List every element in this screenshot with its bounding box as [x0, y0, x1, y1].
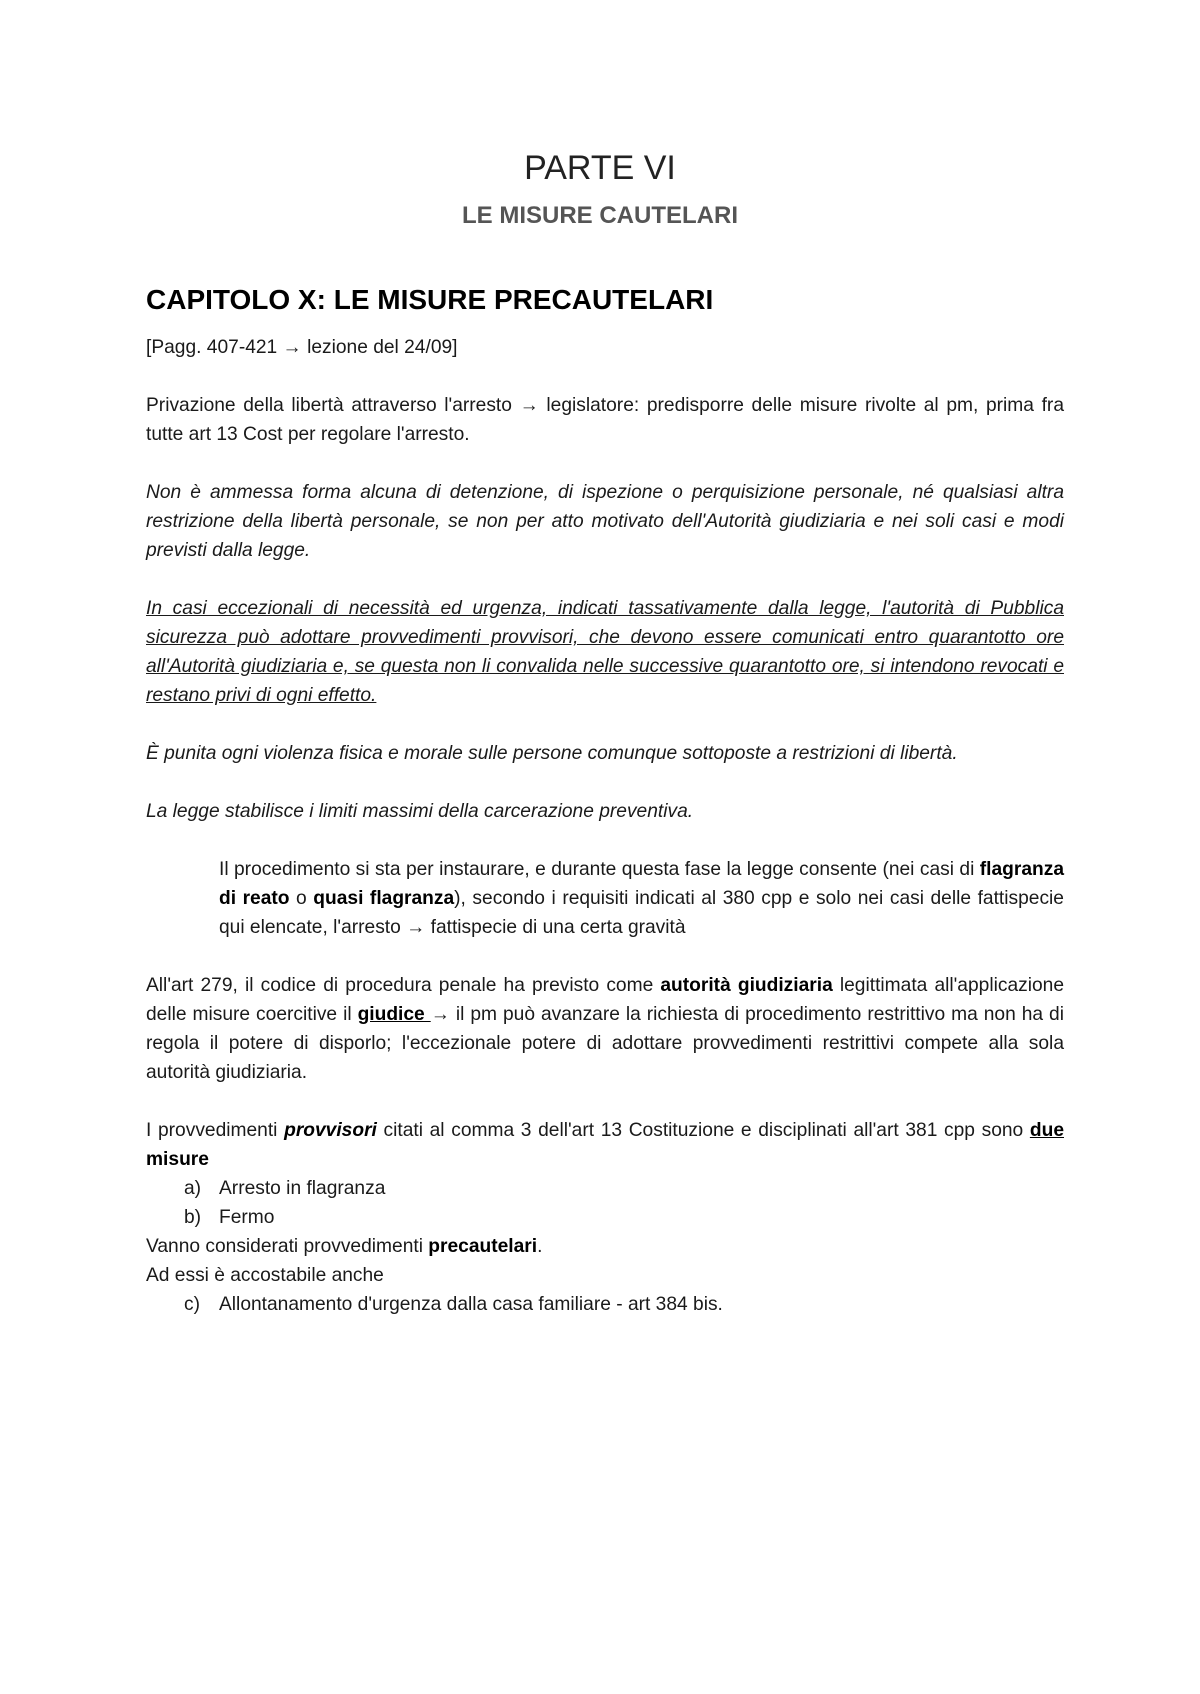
- document-body: [146, 333, 1064, 1319]
- text-span: .: [537, 1236, 543, 1257]
- bold-term: misure: [146, 1149, 209, 1170]
- list-marker: b): [184, 1207, 202, 1228]
- provvedimenti-paragraph: [146, 1116, 1064, 1174]
- page-reference: [Pagg. 407-421 → lezione del 24/09]: [146, 337, 458, 358]
- text-span: o: [289, 888, 314, 909]
- bold-underlined-term: due: [1029, 1120, 1064, 1141]
- constitution-quote-4: La legge stabilisce i limiti massimi della carcerazione preventiva.: [146, 801, 694, 822]
- chapter-title: CAPITOLO X: LE MISURE PRECAUTELARI: [146, 284, 714, 315]
- bold-italic-term: provvisori: [284, 1120, 377, 1141]
- constitution-quote-3: È punita ogni violenza fisica e morale sulle persone comunque sottoposte a restrizioni di libertà.: [146, 743, 958, 764]
- text-span: All'art 279, il codice di procedura penale ha previsto come: [146, 975, 661, 996]
- text-span: I provvedimenti: [146, 1120, 285, 1141]
- part-title: PARTE VI: [524, 149, 676, 187]
- text-span: Il procedimento si sta per instaurare, e durante questa fase la legge consente (nei casi di: [219, 859, 980, 880]
- list-item: [146, 1174, 1064, 1203]
- constitution-quote-1: Non è ammessa forma alcuna di detenzione, di ispezione o perquisizione personale, né qualsiasi altra restrizione della libertà personale, se non per atto motivato dell'Autorità giudiziaria e nei soli casi e modi previsti dalla legge.: [146, 482, 1064, 561]
- indented-paragraph: [219, 855, 1064, 942]
- text-span: citati al comma 3 dell'art 13 Costituzione e disciplinati all'art 381 cpp sono: [376, 1120, 1030, 1141]
- intro-paragraph: Privazione della libertà attraverso l'arresto → legislatore: predisporre delle misure rivolte al pm, prima fra tutte art 13 Cost per regolare l'arresto.: [146, 395, 1064, 445]
- text-span: → il pm può avanzare la richiesta di procedimento restrittivo ma non ha di regola il potere di disporlo; l'eccezionale potere di adottare provvedimenti restrittivi compete alla sola autorità giudiziaria.: [146, 1004, 1064, 1083]
- list-item-text: Arresto in flagranza: [219, 1178, 386, 1199]
- part-subtitle: LE MISURE CAUTELARI: [462, 202, 738, 229]
- list-marker: c): [184, 1294, 200, 1315]
- bold-term: precautelari: [428, 1236, 538, 1257]
- also-paragraph: Ad essi è accostabile anche: [146, 1265, 384, 1286]
- list-item: [146, 1290, 1064, 1319]
- text-span: ), secondo i requisiti indicati al 380 cpp e solo nei casi delle fattispecie qui elencate, l'arresto → fattispecie di una certa gravità: [219, 888, 1064, 938]
- bold-term: quasi flagranza: [313, 888, 455, 909]
- bold-term: flagranza di reato: [219, 859, 1064, 909]
- art279-paragraph: [146, 971, 1064, 1087]
- list-marker: a): [184, 1178, 202, 1199]
- list-item-text: Fermo: [219, 1207, 275, 1228]
- text-span: Vanno considerati provvedimenti: [146, 1236, 429, 1257]
- bold-term: autorità giudiziaria: [660, 975, 833, 996]
- list-item: [146, 1203, 1064, 1232]
- considered-paragraph: [146, 1232, 1064, 1261]
- text-span: legittimata all'applicazione delle misure coercitive il: [146, 975, 1064, 1025]
- list-item-text: Allontanamento d'urgenza dalla casa familiare - art 384 bis.: [219, 1294, 723, 1315]
- bold-underlined-term: giudice: [357, 1004, 431, 1025]
- constitution-quote-2: In casi eccezionali di necessità ed urgenza, indicati tassativamente dalla legge, l'autorità di Pubblica sicurezza può adottare provvedimenti provvisori, che devono essere comunicati entro quarantotto ore all'Autorità giudiziaria e, se questa non li convalida nelle successive quarantotto ore, si intendono revocati e restano privi di ogni effetto.: [146, 598, 1064, 706]
